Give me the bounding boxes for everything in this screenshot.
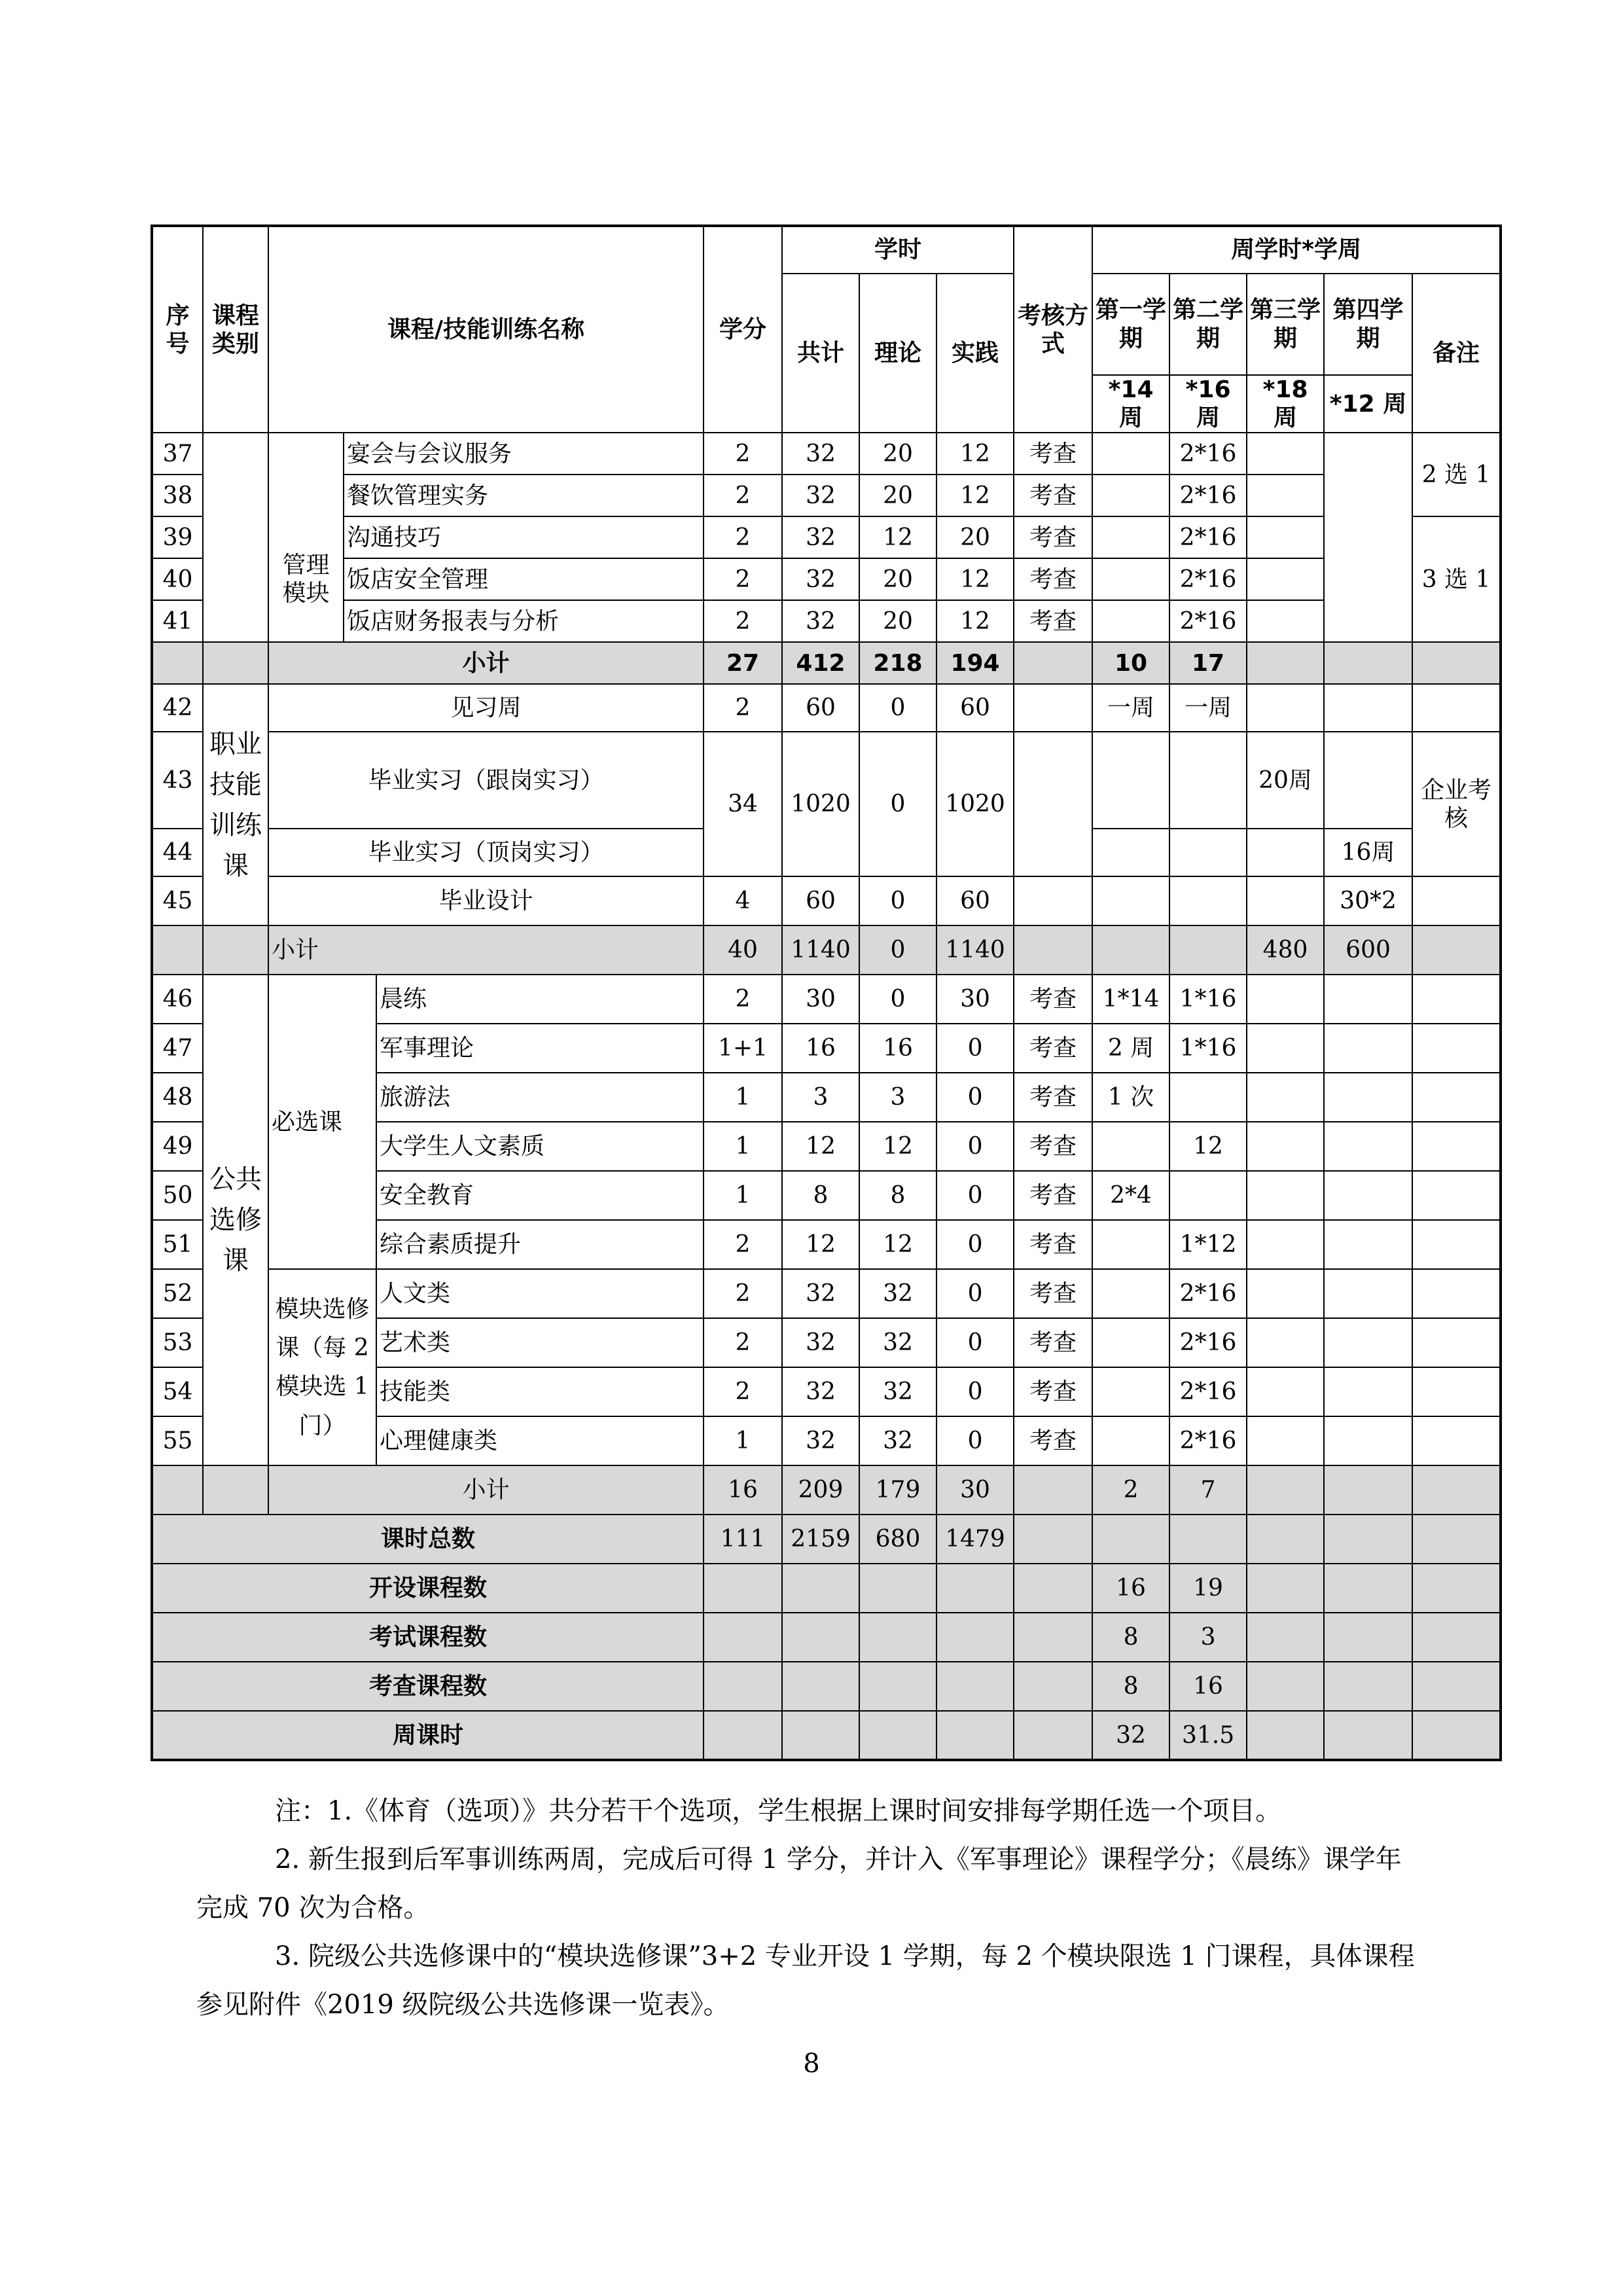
exam-count-row: 考试课程数 8 3: [152, 1613, 1501, 1662]
table-row: 38 餐饮管理实务 2 32 20 12 考查 2*16: [152, 475, 1501, 516]
table-row: 42 职业技能训练课 见习周 2 60 0 60 一周 一周: [152, 684, 1501, 732]
table-row: 48 旅游法 1 3 3 0 考查 1 次: [152, 1073, 1501, 1122]
table-row: 41 饭店财务报表与分析 2 32 20 12 考查 2*16: [152, 600, 1501, 642]
table-row: 46 公共选修课 必选课 晨练 2 30 0 30 考查 1*14 1*16: [152, 975, 1501, 1024]
sem2-header: 第二学期: [1169, 274, 1247, 375]
hours-theory-header: 理论: [859, 274, 936, 433]
page-number: 8: [803, 2049, 820, 2079]
module-elective-label: 模块选修课（每 2 模块选 1 门）: [268, 1269, 376, 1465]
table-row: 51 综合素质提升 2 12 12 0 考查 1*12: [152, 1220, 1501, 1269]
subtotal-row: 小计 40 1140 0 1140 480 600: [152, 925, 1501, 975]
module-mgmt-label: 管理模块: [268, 516, 344, 642]
table-row: 53 艺术类 2 32 32 0 考查 2*16: [152, 1318, 1501, 1367]
table-row: 43 毕业实习（跟岗实习） 34 1020 0 1020 20周 企业考核: [152, 732, 1501, 829]
note-3: 3. 院级公共选修课中的“模块选修课”3+2 专业开设 1 学期，每 2 个模块限选 1 门课程，具体课程参见附件《2019 级院级公共选修课一览表》。: [196, 1941, 1415, 2020]
sem1-header: 第一学期: [1092, 274, 1169, 375]
table-row: 54 技能类 2 32 32 0 考查 2*16: [152, 1367, 1501, 1416]
sem2-weeks: *16 周: [1169, 375, 1247, 433]
course-count-row: 开设课程数 16 19: [152, 1564, 1501, 1613]
subtotal-row: 小计 27 412 218 194 10 17: [152, 642, 1501, 684]
sem4-weeks: *12 周: [1324, 375, 1412, 433]
credit-header: 学分: [704, 226, 782, 433]
table-row: 44 毕业实习（顶岗实习） 16周: [152, 829, 1501, 876]
required-label: 必选课: [268, 975, 376, 1269]
note-2: 2. 新生报到后军事训练两周，完成后可得 1 学分，并计入《军事理论》课程学分；《晨练》课学年完成 70 次为合格。: [196, 1844, 1402, 1923]
note-choose-1-of-2: 2 选 1: [1412, 433, 1501, 516]
seq-header: 序号: [152, 226, 203, 433]
table-row: 52 模块选修课（每 2 模块选 1 门） 人文类 2 32 32 0 考查 2*16: [152, 1269, 1501, 1318]
public-category: 公共选修课: [203, 975, 268, 1465]
sem3-header: 第三学期: [1247, 274, 1324, 375]
table-row: 55 心理健康类 1 32 32 0 考查 2*16: [152, 1416, 1501, 1465]
curriculum-table: [151, 224, 1502, 1761]
hours-total-header: 共计: [782, 274, 859, 433]
category-header: 课程类别: [203, 226, 268, 433]
course-name-header: 课程/技能训练名称: [268, 226, 704, 433]
table-row: 40 饭店安全管理 2 32 20 12 考查 2*16: [152, 558, 1501, 600]
check-count-row: 考查课程数 8 16: [152, 1662, 1501, 1711]
table-row: 47 军事理论 1+1 16 16 0 考查 2 周 1*16: [152, 1024, 1501, 1073]
note-1: 注：1.《体育（选项）》共分若干个选项，学生根据上课时间安排每学期任选一个项目。: [275, 1796, 1282, 1826]
total-hours-row: 课时总数 111 2159 680 1479: [152, 1515, 1501, 1564]
sem3-weeks: *18 周: [1247, 375, 1324, 433]
table-row: 39 管理模块 沟通技巧 2 32 12 20 考查 2*16 3 选 1: [152, 516, 1501, 558]
vocational-category: 职业技能训练课: [203, 684, 268, 925]
hours-header: 学时: [782, 226, 1014, 274]
assess-header: 考核方式: [1014, 226, 1092, 433]
note-choose-1-of-3: 3 选 1: [1412, 516, 1501, 642]
table-row: 37 宴会与会议服务 2 32 20 12 考查 2*16 2 选 1: [152, 433, 1501, 475]
notes-section: [196, 1787, 1427, 2029]
note-enterprise-assessment: 企业考核: [1412, 732, 1501, 876]
weekly-hours-row: 周课时 32 31.5: [152, 1711, 1501, 1760]
sem4-header: 第四学期: [1324, 274, 1412, 375]
subtotal-row: 小计 16 209 179 30 2 7: [152, 1465, 1501, 1515]
note-header: 备注: [1412, 274, 1501, 433]
weekly-hours-header: 周学时*学周: [1092, 226, 1501, 274]
table-row: 45 毕业设计 4 60 0 60 30*2: [152, 876, 1501, 925]
sem1-weeks: *14 周: [1092, 375, 1169, 433]
table-row: 50 安全教育 1 8 8 0 考查 2*4: [152, 1171, 1501, 1220]
table-row: 49 大学生人文素质 1 12 12 0 考查 12: [152, 1122, 1501, 1171]
hours-practice-header: 实践: [936, 274, 1014, 433]
